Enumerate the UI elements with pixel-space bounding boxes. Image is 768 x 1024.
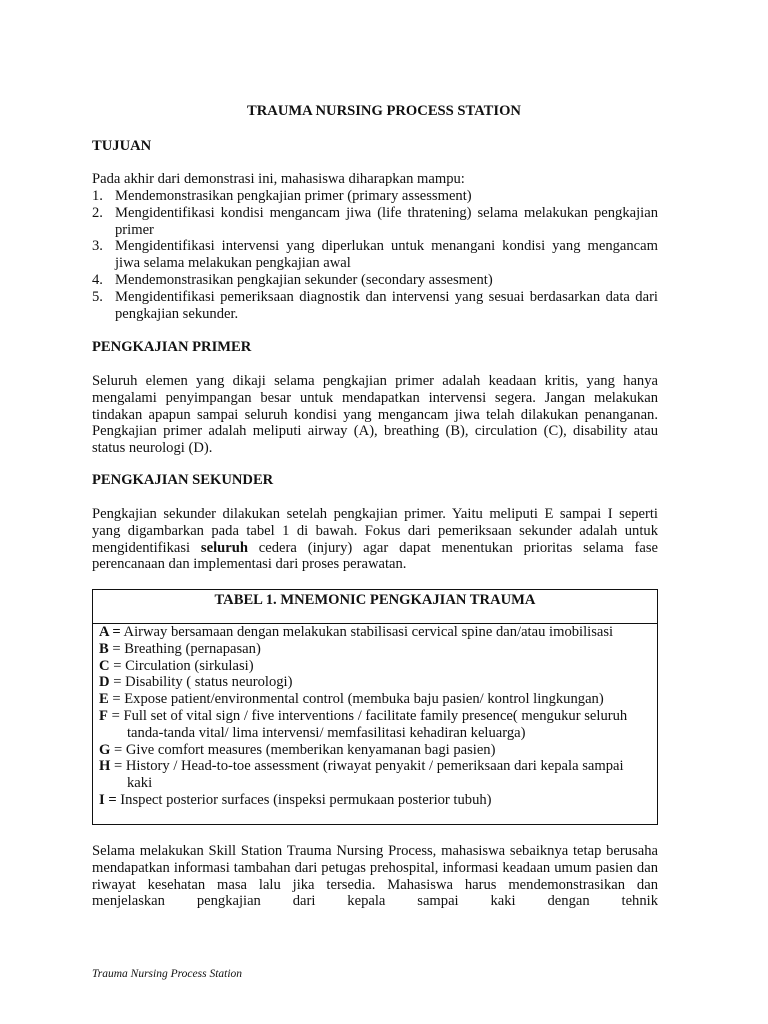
page-footer: Trauma Nursing Process Station (92, 968, 243, 980)
mnemonic-key: B (99, 640, 109, 657)
mnemonic-key: I = (99, 791, 117, 808)
primer-paragraph: Seluruh elemen yang dikaji selama pengkajian primer adalah keadaan kritis, yang hanya mengalami penyimpangan besar untuk mendapatkan intervensi segera. Jangan melakukan tindakan apapun sampai seluruh kondisi yang mengancam jiwa telah dilakukan penanganan. Pengkajian primer adalah meliputi airway (A), breathing (B), circulation (C), disability atau status neurologi (D). (92, 373, 658, 457)
sekunder-text-before: Pengkajian sekunder dilakukan setelah pengkajian primer. Yaitu meliputi E sampai I seperti yang digambarkan pada tabel 1 di bawah. Fokus dari pemeriksaan sekunder adalah untuk mengidentifikasi (92, 506, 658, 556)
sekunder-bold-word: seluruh (200, 539, 248, 556)
mnemonic-row-e (99, 691, 651, 708)
mnemonic-row-c (99, 658, 651, 675)
objective-item (92, 205, 658, 239)
objective-text: Mengidentifikasi pemeriksaan diagnostik dan intervensi yang sesuai berdasarkan data dari pengkajian sekunder. (115, 288, 658, 322)
mnemonic-text: = History / Head-to-toe assessment (riwayat penyakit / pemeriksaan dari kepala sampai kaki (110, 758, 624, 792)
mnemonic-key: H (99, 758, 111, 775)
document-title: TRAUMA NURSING PROCESS STATION (247, 103, 521, 119)
mnemonic-text: = Breathing (pernapasan) (108, 640, 261, 657)
mnemonic-row-h (99, 758, 651, 792)
mnemonic-key: D (99, 674, 110, 691)
heading-pengkajian-primer: PENGKAJIAN PRIMER (92, 339, 252, 355)
sekunder-paragraph (92, 506, 658, 573)
objective-number: 5. (92, 288, 103, 305)
heading-tujuan: TUJUAN (92, 138, 152, 154)
objective-text: Mengidentifikasi intervensi yang diperlukan untuk menangani kondisi yang mengancam jiwa selama melakukan pengkajian awal (115, 238, 658, 272)
mnemonic-text: = Circulation (sirkulasi) (109, 657, 254, 674)
mnemonic-text: Inspect posterior surfaces (inspeksi permukaan posterior tubuh) (116, 791, 492, 808)
table-body (93, 624, 657, 809)
objective-number: 3. (92, 238, 103, 255)
table-title: TABEL 1. MNEMONIC PENGKAJIAN TRAUMA (93, 590, 657, 624)
mnemonic-text: = Expose patient/environmental control (membuka baju pasien/ kontrol lingkungan) (108, 691, 604, 708)
mnemonic-text: = Full set of vital sign / five interventions / facilitate family presence( mengukur seluruh tanda-tanda vital/ lima intervensi/ memfasilitasi kehadiran keluarga) (107, 707, 628, 741)
mnemonic-row-d (99, 674, 651, 691)
mnemonic-text: Airway bersamaan dengan melakukan stabilisasi cervical spine dan/atau imobilisasi (120, 624, 614, 640)
objective-text: Mengidentifikasi kondisi mengancam jiwa (life thratening) selama melakukan pengkajian primer (115, 204, 658, 238)
mnemonic-row-b (99, 641, 651, 658)
mnemonic-key: E (99, 691, 109, 708)
mnemonic-key: C (99, 657, 110, 674)
tujuan-intro: Pada akhir dari demonstrasi ini, mahasiswa diharapkan mampu: (92, 171, 465, 187)
objective-item (92, 272, 658, 289)
objective-item (92, 188, 658, 205)
heading-pengkajian-sekunder: PENGKAJIAN SEKUNDER (92, 472, 274, 488)
mnemonic-key: F (99, 707, 108, 724)
objective-text: Mendemonstrasikan pengkajian primer (primary assessment) (115, 188, 472, 204)
objective-text: Mendemonstrasikan pengkajian sekunder (secondary assesment) (115, 271, 493, 288)
mnemonic-text: = Give comfort measures (memberikan kenyamanan bagi pasien) (110, 741, 496, 758)
objective-number: 1. (92, 188, 103, 204)
mnemonic-key: G (99, 741, 111, 758)
closing-paragraph: Selama melakukan Skill Station Trauma Nursing Process, mahasiswa sebaiknya tetap berusaha mendapatkan informasi tambahan dari petugas prehospital, informasi keadaan umum pasien dan riwayat kesehatan masa lalu jika tersedia. Mahasiswa harus mendemonstrasikan dan menjelaskan pengkajian dari kepala sampai kaki dengan tehnik (92, 843, 658, 910)
mnemonic-row-g (99, 742, 651, 759)
objective-number: 4. (92, 271, 103, 288)
objective-item (92, 289, 658, 323)
objective-number: 2. (92, 204, 103, 221)
objectives-list (92, 188, 658, 322)
mnemonic-row-i (99, 792, 651, 809)
mnemonic-row-a (99, 624, 651, 641)
mnemonic-table (92, 589, 658, 825)
mnemonic-row-f (99, 708, 651, 742)
objective-item (92, 238, 658, 272)
mnemonic-key: A = (99, 624, 121, 640)
sekunder-text-after: cedera (injury) agar dapat menentukan prioritas selama fase perencanaan dan implementasi dari proses perawatan. (92, 539, 658, 573)
mnemonic-text: = Disability ( status neurologi) (109, 674, 293, 691)
